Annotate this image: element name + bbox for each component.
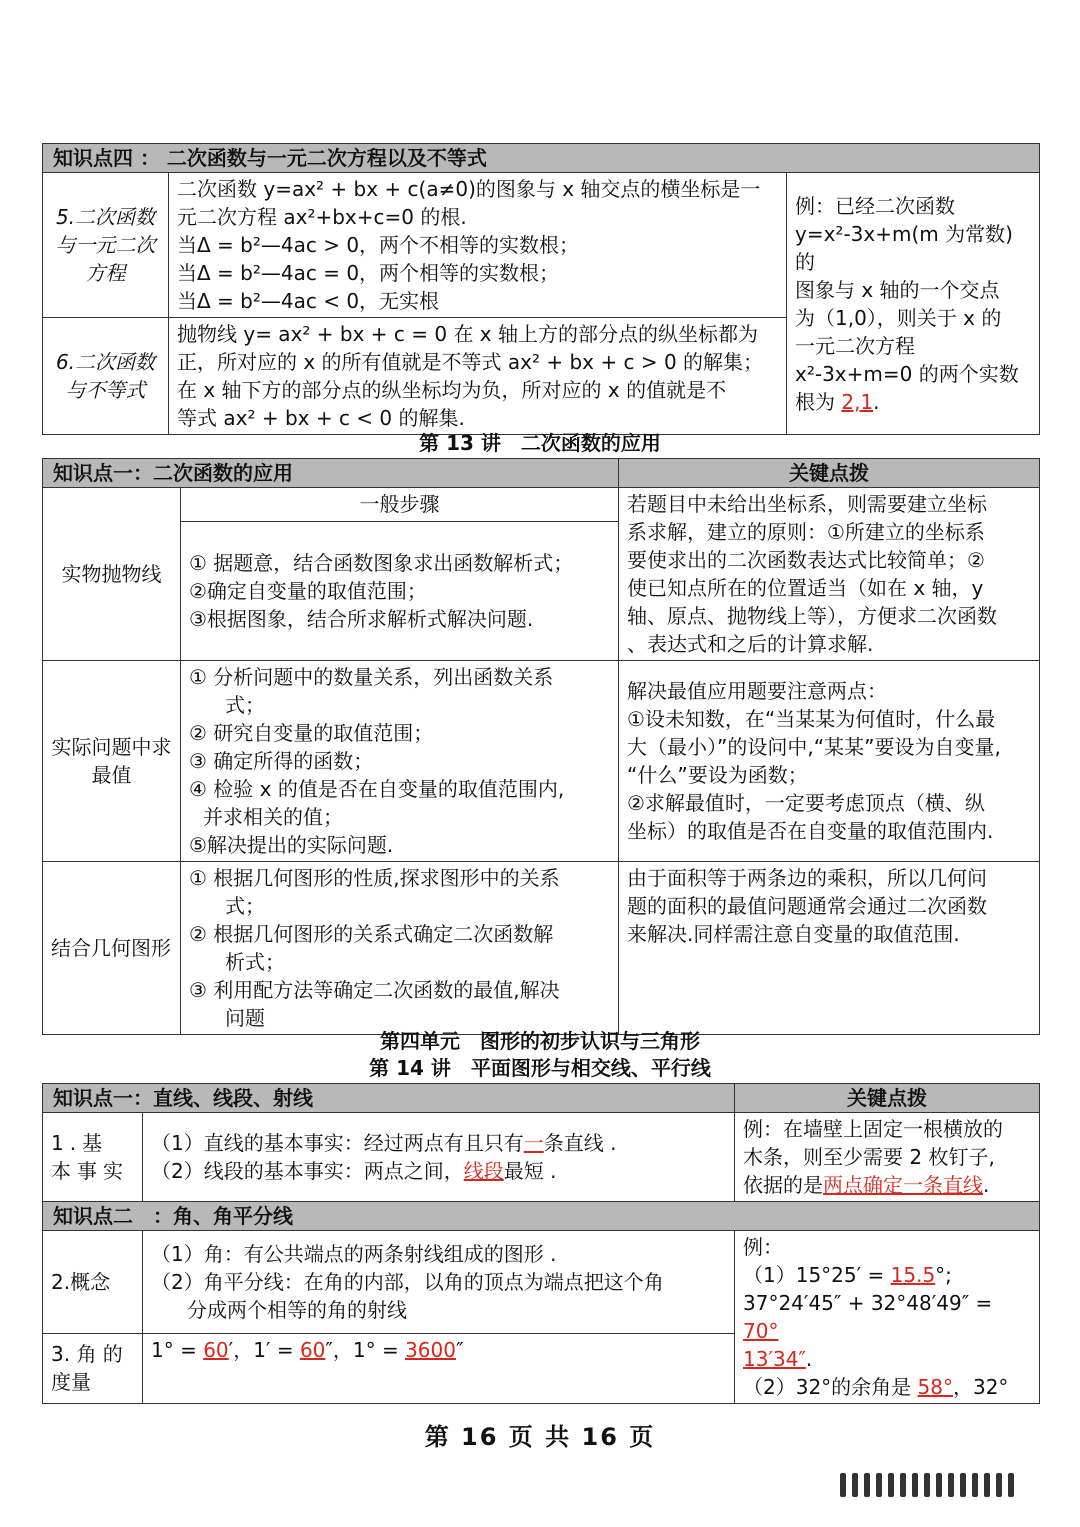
kp4-row6-content — [169, 318, 787, 435]
example-line — [743, 1373, 1031, 1401]
kp-angle-examples — [735, 1231, 1040, 1404]
kp-line-tip — [735, 1113, 1040, 1202]
kp-angle-concepts — [143, 1231, 735, 1334]
step-line: 式； — [225, 894, 265, 918]
kp4-example — [787, 173, 1040, 435]
tip-line: ②求解最值时，一定要考虑顶点（横、纵 — [627, 791, 985, 815]
kp-line-facts — [143, 1113, 735, 1202]
step-line: 并求相关的值； — [203, 805, 343, 829]
example-line: y=x²-3x+m(m 为常数)的 — [795, 221, 1013, 274]
lecture-13-title: 第 13 讲 二次函数的应用 — [419, 431, 661, 455]
text: ′，1′ = — [228, 1337, 300, 1362]
answer-red: 60 — [299, 1337, 326, 1362]
answer-red: 线段 — [463, 1159, 504, 1183]
kp1-rowB-label: 实际问题中求最值 — [43, 661, 181, 862]
kp-angle-measure — [143, 1333, 735, 1403]
kp-line-header-right: 关键点拨 — [735, 1084, 1040, 1113]
text: 依据的是 — [743, 1173, 823, 1197]
text: . — [805, 1347, 813, 1371]
kp-line-header-left: 知识点一：直线、线段、射线 — [43, 1084, 735, 1113]
text-line: 当Δ = b²—4ac = 0，两个相等的实数根； — [177, 261, 560, 285]
text: ，32° — [952, 1375, 1009, 1399]
kp1-table — [42, 458, 1040, 1035]
example-line: x²-3x+m=0 的两个实数 — [795, 361, 1019, 386]
kp1-rowC-tip — [619, 862, 1040, 1035]
text: （1）15°25′ = — [743, 1263, 891, 1287]
kp-angle-row2-label: 2.概念 — [43, 1231, 143, 1334]
scroll-indicator-icon — [840, 1473, 1060, 1503]
text-line: 二次函数 y=ax² + bx + c(a≠0)的图象与 x 轴交点的横坐标是一 — [177, 177, 761, 201]
kp1-rowB-tip — [619, 661, 1040, 862]
step-line: 问题 — [225, 1006, 265, 1030]
concept-line: （1）角：有公共端点的两条射线组成的图形 . — [151, 1241, 557, 1266]
tip-line: 解决最值应用题要注意两点： — [627, 679, 887, 703]
example-line — [743, 1261, 1031, 1289]
tip-line: 由于面积等于两条边的乘积，所以几何问 — [627, 866, 987, 890]
step-line: ③根据图象，结合所求解析式解决问题. — [189, 606, 534, 631]
kp-line-table — [42, 1083, 1040, 1404]
text: 37°24′45″ + 32°48′49″ = — [743, 1291, 993, 1315]
example-line: 一元二次方程 — [795, 333, 915, 358]
kp1-rowA-steps — [181, 521, 619, 660]
step-line: ① 据题意，结合函数图象求出函数解析式； — [189, 550, 574, 575]
text-line: 当Δ = b²—4ac > 0，两个不相等的实数根； — [177, 233, 580, 257]
text: 根为 — [795, 389, 842, 414]
step-line: 析式； — [225, 950, 285, 974]
kp1-rowA-tip — [619, 488, 1040, 661]
example-answer-line — [795, 388, 1031, 416]
lecture-14-title: 第 14 讲 平面图形与相交线、平行线 — [369, 1056, 711, 1080]
kp4-table — [42, 143, 1040, 435]
tip-line: 例：在墙壁上固定一根横放的 — [743, 1117, 1003, 1141]
tip-line: 使已知点所在的位置适当（如在 x 轴，y — [627, 576, 984, 600]
kp1-rowB-steps — [181, 661, 619, 862]
tip-line: 、表达式和之后的计算求解. — [627, 632, 874, 656]
answer-red: 一 — [523, 1131, 544, 1155]
concept-line: 分成两个相等的角的射线 — [187, 1297, 407, 1322]
tip-line: 轴、原点、抛物线上等），方便求二次函数 — [627, 604, 997, 628]
text: （2）线段的基本事实：两点之间， — [151, 1159, 464, 1183]
kp-angle-row3-label: 3. 角 的 度量 — [43, 1333, 143, 1403]
kp1-rowA-label: 实物抛物线 — [43, 488, 181, 661]
kp-line-row1-label: 1.基本事实 — [43, 1113, 143, 1202]
tip-line: ①设未知数，在“当某某为何值时，什么最 — [627, 707, 996, 731]
fact-line — [151, 1157, 726, 1185]
example-line — [743, 1345, 1031, 1373]
tip-line: 木条，则至少需要 2 枚钉子, — [743, 1145, 995, 1169]
kp-angle-header: 知识点二 ：角、角平分线 — [43, 1202, 1040, 1231]
kp4-header: 知识点四 ： 二次函数与一元二次方程以及不等式 — [43, 144, 1040, 173]
kp1-rowC-steps — [181, 862, 619, 1035]
text: 最短 . — [503, 1159, 557, 1183]
tip-line: 题的面积的最值问题通常会通过二次函数 — [627, 894, 987, 918]
example-line: 例：已经二次函数 — [795, 193, 955, 218]
kp1-header-right: 关键点拨 — [619, 459, 1040, 488]
text-line: 等式 ax² + bx + c < 0 的解集. — [177, 406, 465, 430]
kp1-rowC-label: 结合几何图形 — [43, 862, 181, 1035]
tip-line — [743, 1171, 1031, 1199]
example-line: 图象与 x 轴的一个交点 — [795, 277, 1000, 302]
tip-line: 来解决.同样需注意自变量的取值范围. — [627, 922, 960, 946]
kp4-row5-label: 5.二次函数与一元二次方程 — [43, 173, 169, 318]
step-line: ③ 确定所得的函数； — [189, 749, 374, 773]
kp4-row6-label: 6.二次函数与不等式 — [43, 318, 169, 435]
step-line: 式； — [225, 693, 265, 717]
answer-red: 60 — [203, 1337, 229, 1362]
text: . — [983, 1173, 990, 1197]
step-line: ⑤解决提出的实际问题. — [189, 833, 394, 857]
fact-line — [151, 1129, 726, 1157]
text: 1° = — [151, 1337, 204, 1362]
tip-line: 要使求出的二次函数表达式比较简单；② — [627, 548, 985, 572]
kp1-steps-header: 一般步骤 — [181, 488, 619, 522]
concept-line: （2）角平分线：在角的内部，以角的顶点为端点把这个角 — [151, 1269, 664, 1294]
step-line: ① 分析问题中的数量关系，列出函数关系 — [189, 665, 554, 689]
text: . — [873, 389, 880, 414]
text-line: 正，所对应的 x 的所有值就是不等式 ax² + bx + c > 0 的解集； — [177, 350, 764, 374]
step-line: ④ 检验 x 的值是否在自变量的取值范围内, — [189, 777, 565, 801]
text: ″，1° = — [325, 1337, 406, 1362]
tip-line: 坐标）的取值是否在自变量的取值范围内. — [627, 819, 994, 843]
text-line: 在 x 轴下方的部分点的纵坐标均为负，所对应的 x 的值就是不 — [177, 378, 727, 402]
text-line: 元二次方程 ax²+bx+c=0 的根. — [177, 205, 467, 229]
answer-red: 15.5 — [890, 1263, 936, 1287]
step-line: ②确定自变量的取值范围； — [189, 578, 427, 603]
text: （1）直线的基本事实：经过两点有且只有 — [151, 1131, 524, 1155]
answer-red: 两点确定一条直线 — [823, 1173, 983, 1197]
tip-line: 系求解，建立的原则：①所建立的坐标系 — [627, 520, 985, 544]
text-line: 抛物线 y= ax² + bx + c = 0 在 x 轴上方的部分点的纵坐标都为 — [177, 322, 758, 346]
example-label: 例： — [743, 1235, 783, 1259]
text-line: 当Δ = b²—4ac < 0，无实根 — [177, 289, 440, 313]
answer-red: 13′34″ — [743, 1347, 806, 1371]
answer-red: 70° — [743, 1319, 779, 1343]
kp4-row5-content — [169, 173, 787, 318]
page-footer: 第 16 页 共 16 页 — [424, 1423, 656, 1451]
text: （2）32°的余角是 — [743, 1375, 918, 1399]
text: ″ — [455, 1337, 464, 1362]
text: 条直线 . — [543, 1131, 617, 1155]
answer-red: 3600 — [405, 1337, 456, 1362]
kp1-header-left: 知识点一：二次函数的应用 — [43, 459, 619, 488]
step-line: ② 根据几何图形的关系式确定二次函数解 — [189, 922, 554, 946]
step-line: ① 根据几何图形的性质,探求图形中的关系 — [189, 866, 560, 890]
answer-red: 2,1 — [841, 389, 874, 414]
example-line: 为（1,0），则关于 x 的 — [795, 305, 1002, 330]
step-line: ③ 利用配方法等确定二次函数的最值,解决 — [189, 978, 560, 1002]
text: °; — [935, 1263, 952, 1287]
tip-line: 若题目中未给出坐标系，则需要建立坐标 — [627, 492, 987, 516]
answer-red: 58° — [917, 1375, 953, 1399]
tip-line: 大（最小）”的设问中,“某某”要设为自变量, — [627, 735, 1001, 759]
unit-4-title: 第四单元 图形的初步认识与三角形 — [380, 1029, 700, 1053]
tip-line: “什么”要设为函数； — [627, 763, 808, 787]
example-line — [743, 1289, 1031, 1345]
step-line: ② 研究自变量的取值范围； — [189, 721, 434, 745]
